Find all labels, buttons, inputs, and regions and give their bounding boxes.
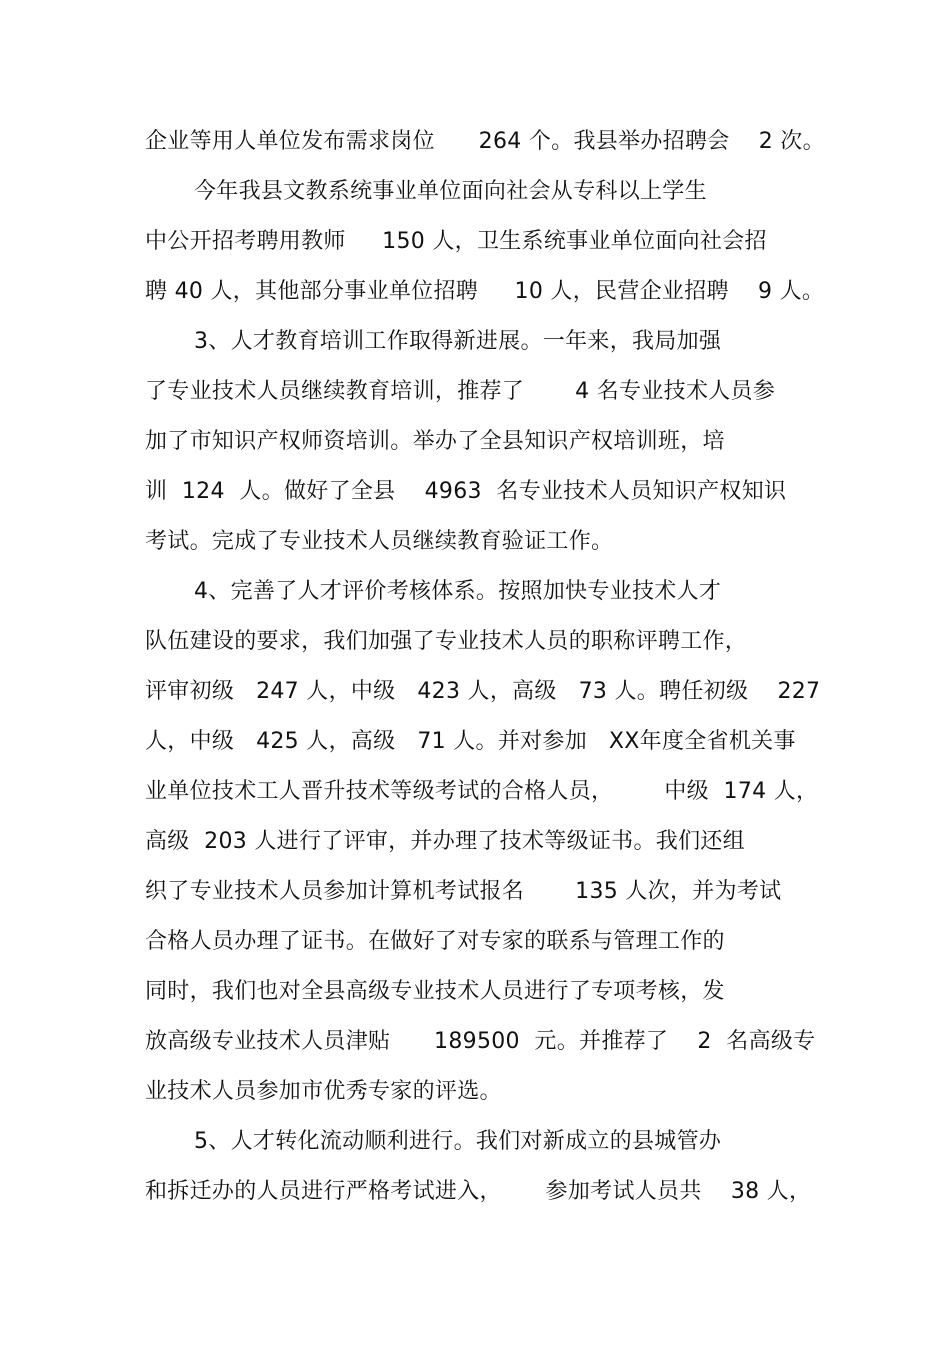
text-line: 织了专业技术人员参加计算机考试报名 135 人次，并为考试 xyxy=(145,879,782,904)
text-line: 和拆迁办的人员进行严格考试进入， 参加考试人员共 38 人， xyxy=(145,1179,812,1204)
paragraph-first-line: 5、人才转化流动顺利进行。我们对新成立的县城管办 xyxy=(194,1129,722,1154)
text-line: 聘 40 人，其他部分事业单位招聘 10 人，民营企业招聘 9 人。 xyxy=(145,279,825,304)
paragraph-first-line: 今年我县文教系统事业单位面向社会从专科以上学生 xyxy=(194,179,707,204)
text-line: 考试。完成了专业技术人员继续教育验证工作。 xyxy=(145,529,614,554)
text-line: 同时，我们也对全县高级专业技术人员进行了专项考核，发 xyxy=(145,979,725,1004)
text-line: 业技术人员参加市优秀专家的评选。 xyxy=(145,1079,502,1104)
text-line: 企业等用人单位发布需求岗位 264 个。我县举办招聘会 2 次。 xyxy=(145,129,825,154)
paragraph-first-line: 3、人才教育培训工作取得新进展。一年来，我局加强 xyxy=(194,329,722,354)
text-line: 合格人员办理了证书。在做好了对专家的联系与管理工作的 xyxy=(145,929,725,954)
text-line: 训 124 人。做好了全县 4963 名专业技术人员知识产权知识 xyxy=(145,479,787,504)
text-line: 人，中级 425 人，高级 71 人。并对参加 XX年度全省机关事 xyxy=(145,729,796,754)
text-line: 队伍建设的要求，我们加强了专业技术人员的职称评聘工作， xyxy=(145,629,748,654)
text-line: 了专业技术人员继续教育培训，推荐了 4 名专业技术人员参 xyxy=(145,379,776,404)
text-line: 中公开招考聘用教师 150 人，卫生系统事业单位面向社会招 xyxy=(145,229,767,254)
text-line: 评审初级 247 人，中级 423 人，高级 73 人。聘任初级 227 xyxy=(145,679,821,704)
text-line: 高级 203 人进行了评审，并办理了技术等级证书。我们还组 xyxy=(145,829,745,854)
text-line: 放高级专业技术人员津贴 189500 元。并推荐了 2 名高级专 xyxy=(145,1029,816,1054)
paragraph-first-line: 4、完善了人才评价考核体系。按照加快专业技术人才 xyxy=(194,579,722,604)
text-line: 加了市知识产权师资培训。举办了全县知识产权培训班，培 xyxy=(145,429,725,454)
text-line: 业单位技术工人晋升技术等级考试的合格人员， 中级 174 人， xyxy=(145,779,819,804)
